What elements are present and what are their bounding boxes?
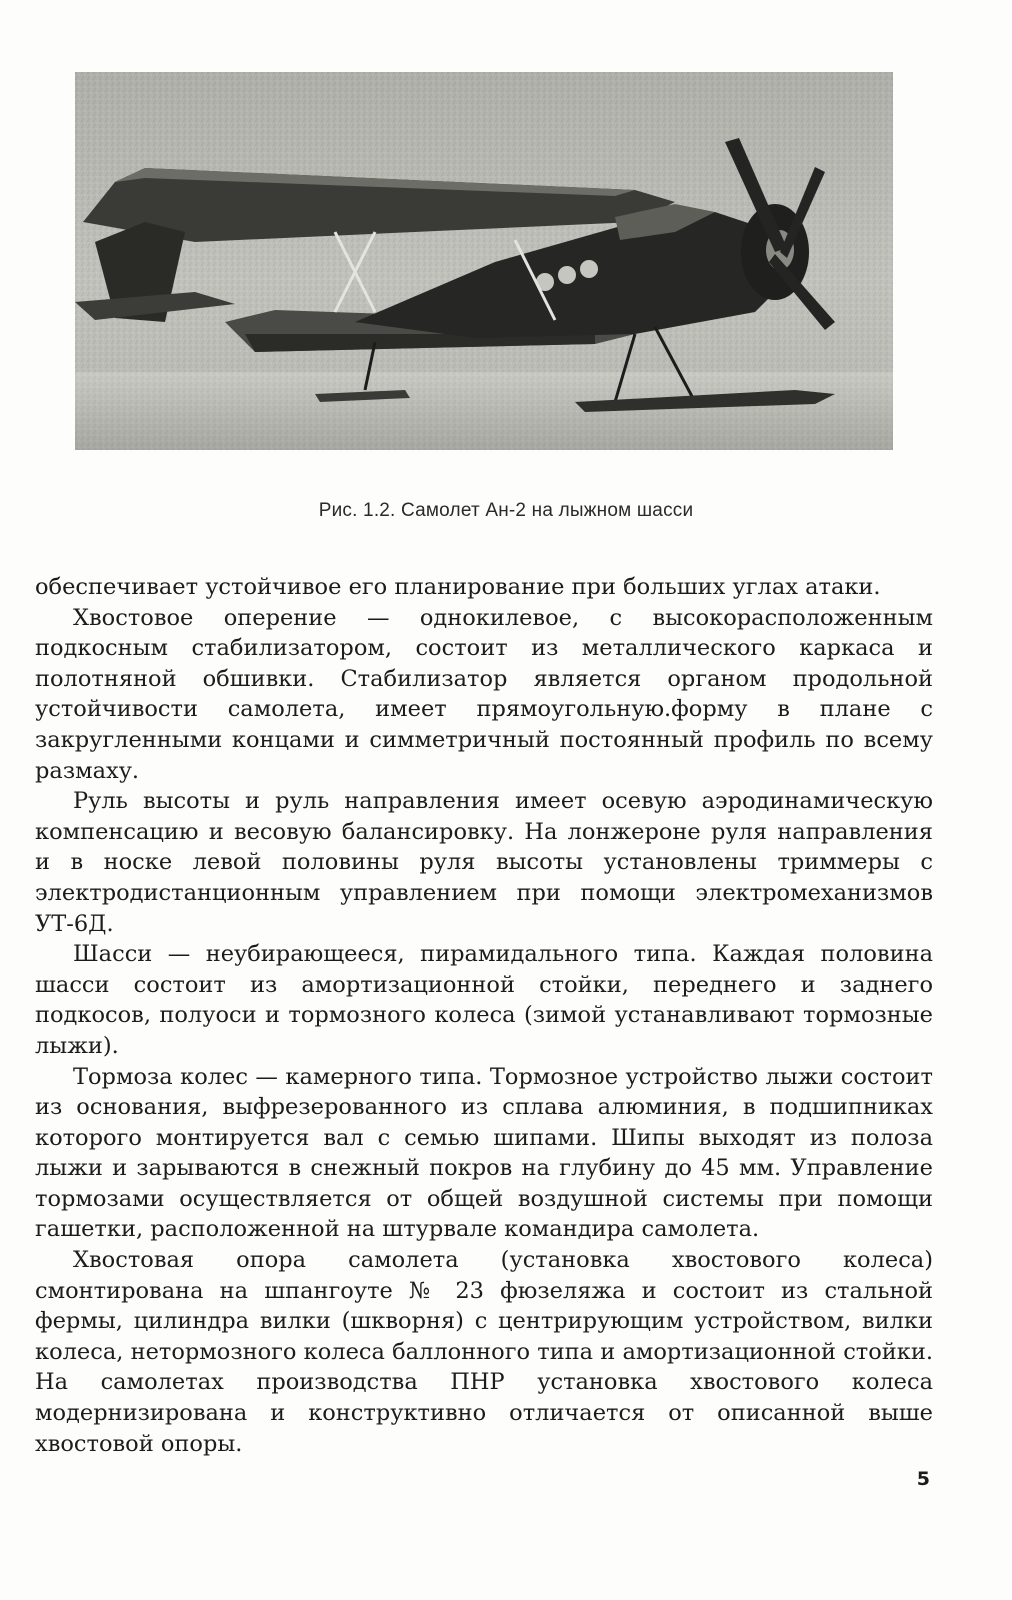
page-number: 5 (916, 1468, 930, 1490)
paragraph-tail-support: Хвостовая опора самолета (установка хвостового колеса) смонтирована на шпангоуте № 23 фюзеляжа и состоит из стальной фермы, цилиндра вилки (шкворня) с центрирующим устройством, вилки колеса, нетормозного колеса баллонного типа и амортизационной стойки. На самолетах производства ПНР установка хвостового колеса модернизирована и конструктивно отличается от описанной выше хвостовой опоры. (35, 1247, 933, 1457)
paragraph-wheel-brakes: Тормоза колес — камерного типа. Тормозное устройство лыжи состоит из основания, выфрезерованного из сплава алюминия, в подшипниках которого монтируется вал с семью шипами. Шипы выходят из полоза лыжи и зарываются в снежный покров на глубину до 45 мм. Управление тормозами осуществляется от общей воздушной системы при помощи гашетки, расположенной на штурвале командира самолета. (35, 1063, 933, 1243)
body-text (35, 572, 933, 1459)
figure-caption: Рис. 1.2. Самолет Ан-2 на лыжном шасси (318, 500, 694, 521)
paragraph-continuation: обеспечивает устойчивое его планирование при больших углах атаки. (35, 574, 881, 600)
paragraph-landing-gear: Шасси — неубирающееся, пирамидального типа. Каждая половина шасси состоит из амортизационной стойки, переднего и заднего подкосов, полуоси и тормозного колеса (зимой устанавливают тормозные лыжи). (35, 941, 933, 1059)
paragraph-tail-assembly: Хвостовое оперение — однокилевое, с высокорасположенным подкосным стабилизатором, состоит из металлического каркаса и полотняной обшивки. Стабилизатор является органом продольной устойчивости самолета, имеет прямоугольную.форму в плане с закругленными концами и симметричный постоянный профиль по всему размаху. (35, 604, 933, 784)
paragraph-elevator-rudder: Руль высоты и руль направления имеет осевую аэродинамическую компенсацию и весовую балансировку. На лонжероне руля направления и в носке левой половины руля высоты установлены триммеры с электродистанционным управлением при помощи электромеханизмов УТ-6Д. (35, 788, 933, 937)
aircraft-photo (75, 72, 893, 450)
an2-ski-aircraft-image (75, 72, 893, 450)
